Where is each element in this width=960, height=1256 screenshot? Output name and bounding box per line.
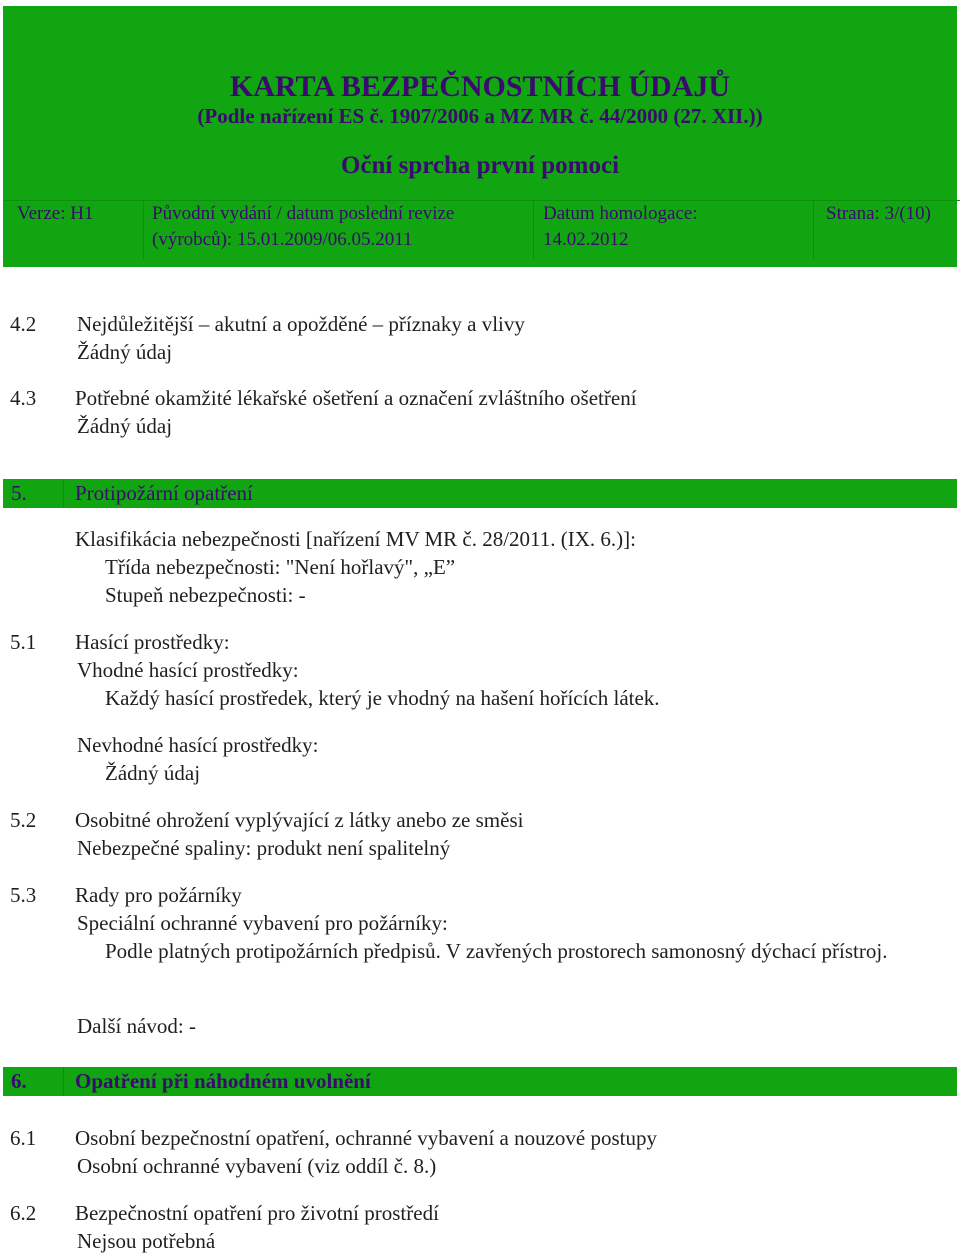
version-cell: [3, 200, 157, 259]
section-6-2-title: Bezpečnostní opatření pro životní prostředí: [75, 1201, 439, 1225]
section-5-1-title: Hasící prostředky:: [75, 630, 230, 654]
section-6-2-number: 6.2: [10, 1201, 37, 1225]
firefighter-equipment-label: Speciální ochranné vybavení pro požárníky:: [77, 911, 448, 935]
section-5-3-title: Rady pro požárníky: [75, 883, 242, 907]
section-5-number: 5.: [11, 481, 27, 505]
unsuitable-media-label: Nevhodné hasící prostředky:: [77, 733, 319, 757]
section-4-3-text: Žádný údaj: [77, 414, 173, 438]
section-5-3-number: 5.3: [10, 883, 37, 907]
section-6-1-text: Osobní ochranné vybavení (viz oddíl č. 8.): [77, 1154, 437, 1178]
section-6-1-title: Osobní bezpečnostní opatření, ochranné vybavení a nouzové postupy: [75, 1126, 658, 1150]
section-5-title: Protipožární opatření: [75, 481, 253, 505]
section-6-number: 6.: [11, 1069, 27, 1093]
heading-divider: [63, 479, 64, 508]
section-4-2-number: 4.2: [10, 312, 37, 336]
section-4-2-title: Nejdůležitější – akutní a opožděné – příznaky a vlivy: [77, 312, 525, 336]
issue-value: (výrobců): 15.01.2009/06.05.2011: [152, 229, 413, 250]
section-5-2-text: Nebezpečné spaliny: produkt není spalitelný: [77, 836, 451, 860]
section-5-2-title: Osobitné ohrožení vyplývající z látky anebo ze směsi: [75, 808, 524, 832]
document-title: KARTA BEZPEČNOSTNÍCH ÚDAJŮ: [229, 70, 731, 103]
section-6-1-number: 6.1: [10, 1126, 37, 1150]
page-cell: [813, 200, 960, 259]
hazard-degree-line: Stupeň nebezpečnosti: -: [105, 583, 306, 607]
section-5-1-number: 5.1: [10, 630, 37, 654]
homologation-value: 14.02.2012: [543, 229, 629, 250]
suitable-media-text: Každý hasící prostředek, který je vhodný na hašení hořících látek.: [105, 686, 660, 710]
section-4-3-title: Potřebné okamžité lékařské ošetření a označení zvláštního ošetření: [75, 386, 637, 410]
further-advice: Další návod: -: [77, 1014, 196, 1038]
hazard-class-line: Třída nebezpečnosti: "Není hořlavý", „E”: [105, 555, 456, 579]
section-5-heading: [3, 479, 957, 508]
homologation-label: Datum homologace:: [543, 203, 698, 224]
issue-label: Původní vydání / datum poslední revize: [152, 203, 455, 224]
heading-divider: [63, 1067, 64, 1096]
section-5-2-number: 5.2: [10, 808, 37, 832]
version-label: Verze: H1: [17, 203, 94, 224]
header-meta-row: [3, 200, 957, 260]
section-6-heading: [3, 1067, 957, 1096]
page-number: Strana: 3/(10): [826, 203, 932, 224]
suitable-media-label: Vhodné hasící prostředky:: [77, 658, 299, 682]
section-4-2-text: Žádný údaj: [77, 340, 173, 364]
classification-line: Klasifikácia nebezpečnosti [nařízení MV MR č. 28/2011. (IX. 6.)]:: [75, 527, 637, 551]
regulation-subtitle: (Podle nařízení ES č. 1907/2006 a MZ MR č. 44/2000 (27. XII.)): [197, 104, 763, 128]
section-4-3-number: 4.3: [10, 386, 37, 410]
product-name: Oční sprcha první pomoci: [340, 152, 620, 179]
document-header: [3, 6, 957, 267]
section-6-2-text: Nejsou potřebná: [77, 1229, 216, 1253]
section-6-title: Opatření při náhodném uvolnění: [75, 1069, 371, 1093]
firefighter-equipment-text: Podle platných protipožárních předpisů. V zavřených prostorech samonosný dýchací přístroj.: [105, 939, 888, 963]
homologation-cell: [533, 200, 823, 259]
unsuitable-media-text: Žádný údaj: [105, 761, 201, 785]
issue-cell: [143, 200, 546, 259]
